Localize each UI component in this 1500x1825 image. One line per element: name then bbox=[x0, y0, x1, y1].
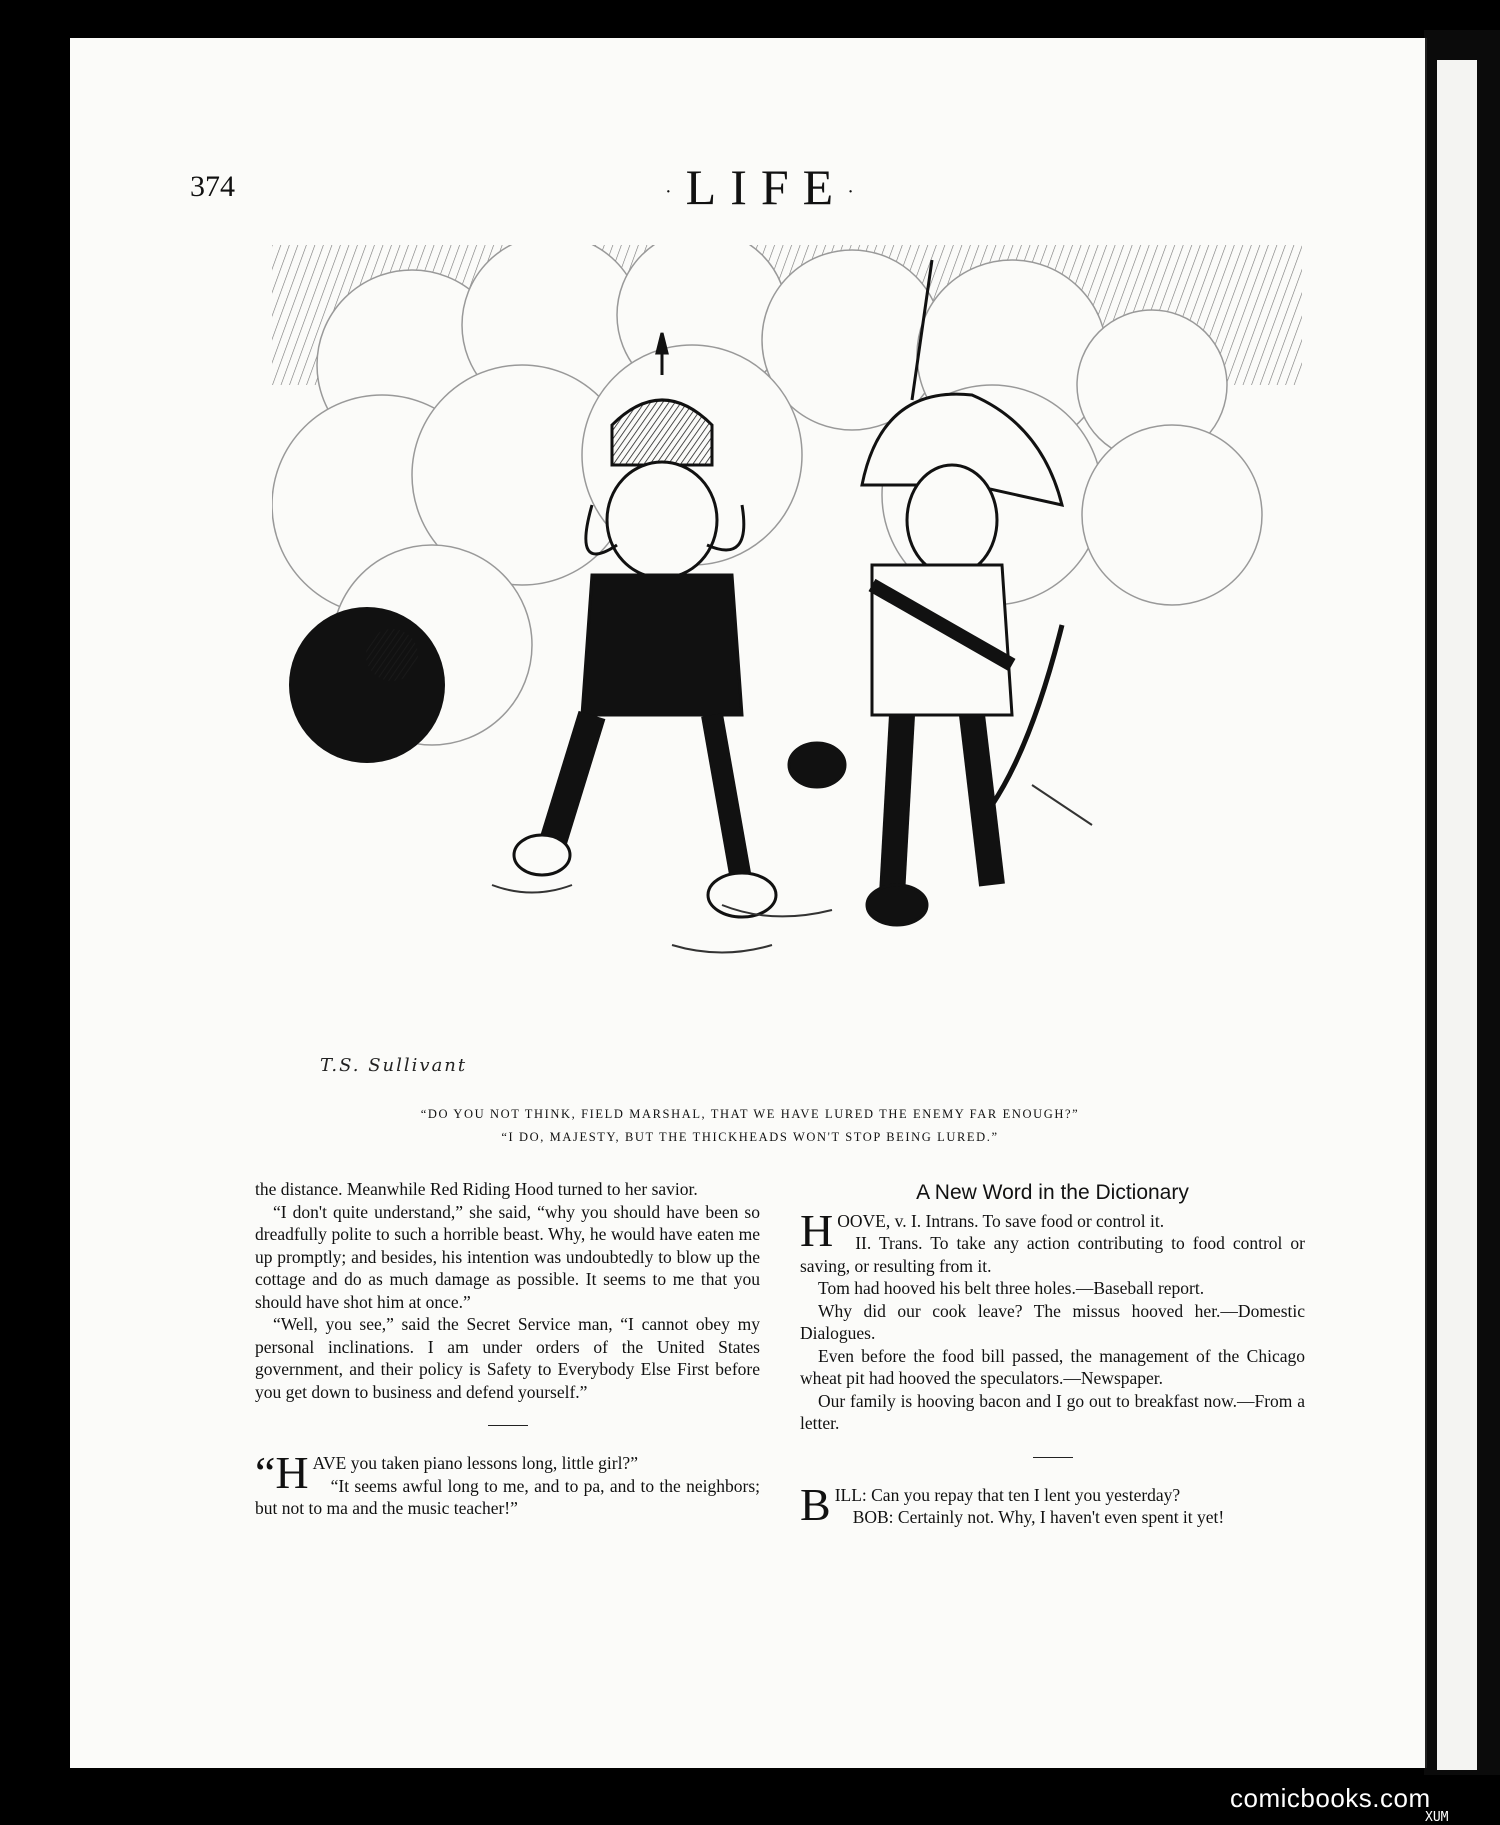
caption-line-1: “DO YOU NOT THINK, FIELD MARSHAL, THAT WE HAVE LURED THE ENEMY FAR ENOUGH?” bbox=[420, 1107, 1080, 1121]
cannonball-highlight bbox=[366, 629, 418, 681]
cartoon-caption bbox=[300, 1103, 1200, 1149]
bill-line: ILL: Can you repay that ten I lent you yesterday? bbox=[834, 1484, 1181, 1505]
usage-example: Our family is hooving bacon and I go out to breakfast now.—From a letter. bbox=[800, 1390, 1305, 1433]
watermark-site: comicbooks.com bbox=[1230, 1783, 1431, 1813]
next-page-edge bbox=[1437, 60, 1477, 1770]
masthead-dot-left: · bbox=[665, 181, 686, 204]
bob-line: BOB: Certainly not. Why, I haven't even spent it yet! bbox=[852, 1507, 1225, 1527]
piano-joke-text: AVE you taken piano lessons long, little girl?” bbox=[312, 1453, 638, 1473]
usage-example: Tom had hooved his belt three holes.—Baseball report. bbox=[818, 1278, 1205, 1298]
drop-cap: “H bbox=[255, 1447, 309, 1498]
caption-line-2: “I DO, MAJESTY, BUT THE THICKHEADS WON'T STOP BEING LURED.” bbox=[501, 1130, 999, 1144]
section-divider bbox=[488, 1425, 528, 1426]
cartoon-signature: T.S. Sullivant bbox=[320, 1055, 468, 1076]
piano-joke-answer: “It seems awful long to me, and to pa, and to the neighbors; but not to ma and the music teacher!” bbox=[255, 1475, 760, 1518]
masthead bbox=[665, 158, 868, 216]
cartoon-illustration bbox=[272, 245, 1302, 1105]
drop-cap: B bbox=[800, 1478, 831, 1530]
story-paragraph: the distance. Meanwhile Red Riding Hood turned to her savior. bbox=[255, 1179, 698, 1199]
usage-example: Even before the food bill passed, the management of the Chicago wheat pit had hooved the speculators.—Newspaper. bbox=[800, 1345, 1305, 1388]
definition-line-2: II. Trans. To take any action contributing to food control or saving, or resulting from it. bbox=[800, 1233, 1305, 1276]
section-divider bbox=[1033, 1457, 1073, 1458]
cannonball bbox=[289, 607, 445, 763]
article-title: A New Word in the Dictionary bbox=[916, 1181, 1189, 1204]
story-paragraph: “I don't quite understand,” she said, “why you should have been so dreadfully polite to such a horrible beast. Why, he would have eaten me up promptly; and besides, his intention was undoubtedly to blow up the cottage and do as much damage as possible. It seems to me that you should have shot him at once.” bbox=[255, 1201, 760, 1312]
drop-cap: H bbox=[800, 1204, 834, 1256]
watermark-tag: XUM bbox=[1425, 1810, 1449, 1825]
story-paragraph: “Well, you see,” said the Secret Service man, “I cannot obey my personal inclinations. I am under orders of the United States government, and their policy is Safety to Everybody Else First before you get down to business and defend yourself.” bbox=[255, 1314, 760, 1402]
masthead-dot-right: · bbox=[847, 181, 868, 204]
right-column bbox=[800, 1178, 1305, 1529]
masthead-title: LIFE bbox=[685, 159, 848, 215]
ground bbox=[272, 765, 1302, 1105]
usage-example: Why did our cook leave? The missus hooved her.—Domestic Dialogues. bbox=[800, 1300, 1305, 1343]
page-number: 374 bbox=[190, 170, 235, 203]
left-column bbox=[255, 1178, 760, 1520]
definition-line-1: OOVE, v. I. Intrans. To save food or control it. bbox=[837, 1210, 1165, 1231]
